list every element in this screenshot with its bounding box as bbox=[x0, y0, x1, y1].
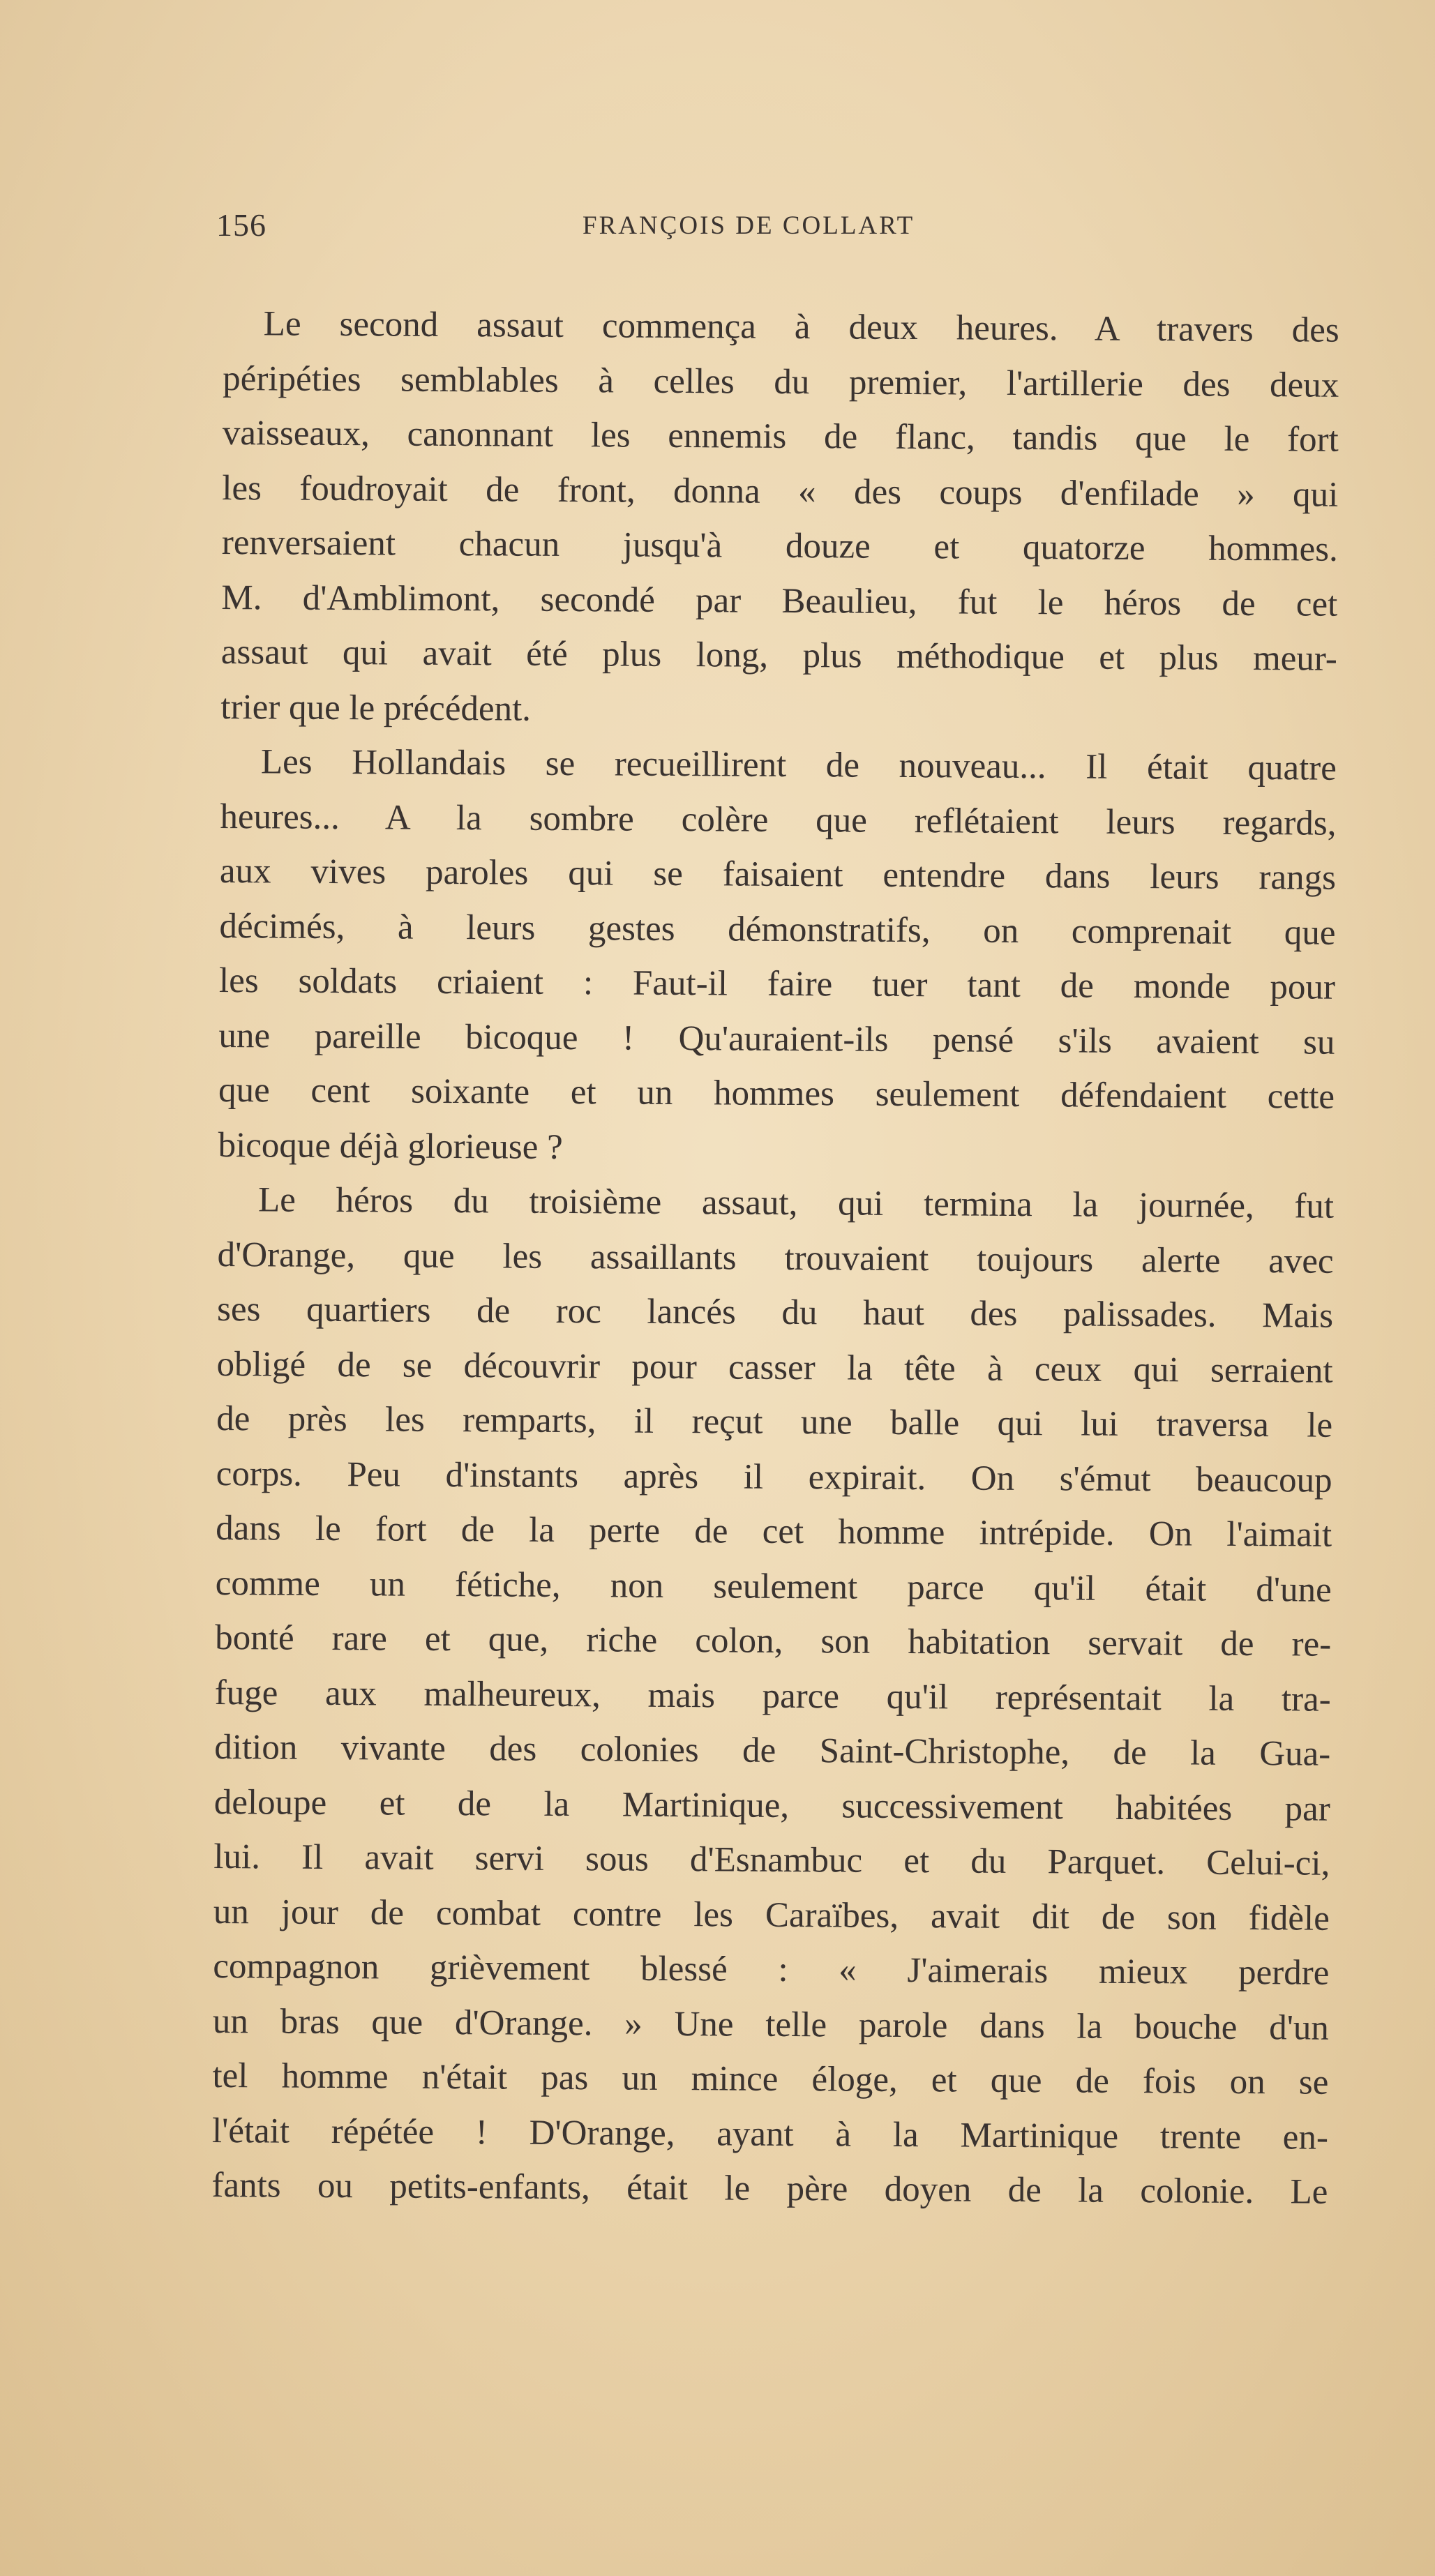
text-line: obligé de se découvrir pour casser la tête à ceux qui serraient bbox=[216, 1344, 1333, 1391]
text-line: les soldats criaient : Faut-il faire tuer tant de monde pour bbox=[218, 961, 1336, 1007]
text-line: Le héros du troisième assaut, qui termina la journée, fut bbox=[257, 1180, 1335, 1226]
text-line: une pareille bicoque ! Qu'auraient-ils pensé s'ils avaient su bbox=[218, 1016, 1335, 1062]
text-line: corps. Peu d'instants après il expirait. On s'émut beaucoup bbox=[216, 1454, 1332, 1500]
text-line: les foudroyait de front, donna « des coups d'enfilade » qui bbox=[222, 468, 1339, 515]
text-line: péripéties semblables à celles du premier, l'artillerie des deux bbox=[223, 359, 1339, 405]
text-line: bonté rare et que, riche colon, son habitation servait de re- bbox=[215, 1618, 1332, 1664]
text-line: heures... A la sombre colère que reflétaient leurs regards, bbox=[220, 797, 1337, 843]
text-line: de près les remparts, il reçut une balle qui lui traversa le bbox=[216, 1399, 1333, 1445]
page-header bbox=[209, 206, 977, 255]
body-text bbox=[211, 296, 1339, 2220]
text-line: que cent soixante et un hommes seulement défendaient cette bbox=[218, 1070, 1335, 1117]
text-line: dition vivante des colonies de Saint-Christophe, de la Gua- bbox=[214, 1727, 1331, 1774]
text-line: renversaient chacun jusqu'à douze et quatorze hommes. bbox=[221, 522, 1338, 569]
text-line: un jour de combat contre les Caraïbes, avait dit de son fidèle bbox=[213, 1892, 1330, 1938]
text-line: trier que le précédent. bbox=[220, 687, 532, 729]
running-title: FRANÇOIS DE COLLART bbox=[583, 211, 915, 240]
text-line: vaisseaux, canonnant les ennemis de flanc, tandis que le fort bbox=[222, 413, 1339, 460]
text-line: Les Hollandais se recueillirent de nouveau... Il était quatre bbox=[260, 742, 1337, 788]
text-line: dans le fort de la perte de cet homme intrépide. On l'aimait bbox=[216, 1508, 1332, 1555]
text-line: comme un fétiche, non seulement parce qu'il était d'une bbox=[215, 1563, 1332, 1610]
text-line: l'était répétée ! D'Orange, ayant à la Martinique trente en- bbox=[211, 2111, 1329, 2157]
text-line: compagnon grièvement blessé : « J'aimerais mieux perdre bbox=[213, 1946, 1330, 1993]
text-line: ses quartiers de roc lancés du haut des palissades. Mais bbox=[216, 1289, 1334, 1336]
text-line: M. d'Amblimont, secondé par Beaulieu, fut le héros de cet bbox=[221, 578, 1338, 624]
text-line: fuge aux malheureux, mais parce qu'il représentait la tra- bbox=[214, 1673, 1331, 1719]
text-line: Le second assaut commença à deux heures. A travers des bbox=[263, 304, 1339, 350]
text-line: décimés, à leurs gestes démonstratifs, on comprenait que bbox=[219, 906, 1336, 953]
text-line: assaut qui avait été plus long, plus méthodique et plus meur- bbox=[220, 632, 1338, 679]
text-line: tel homme n'était pas un mince éloge, et que de fois on se bbox=[212, 2056, 1329, 2102]
text-line: un bras que d'Orange. » Une telle parole dans la bouche d'un bbox=[212, 2001, 1330, 2048]
page-number: 156 bbox=[216, 207, 266, 243]
text-line: deloupe et de la Martinique, successivement habitées par bbox=[213, 1782, 1330, 1829]
text-line: fants ou petits-enfants, était le père doyen de la colonie. Le bbox=[211, 2165, 1328, 2212]
text-line: bicoque déjà glorieuse ? bbox=[218, 1125, 563, 1167]
text-line: d'Orange, que les assaillants trouvaient toujours alerte avec bbox=[217, 1235, 1334, 1281]
text-line: lui. Il avait servi sous d'Esnambuc et du Parquet. Celui-ci, bbox=[213, 1837, 1330, 1883]
text-line: aux vives paroles qui se faisaient entendre dans leurs rangs bbox=[219, 851, 1337, 898]
